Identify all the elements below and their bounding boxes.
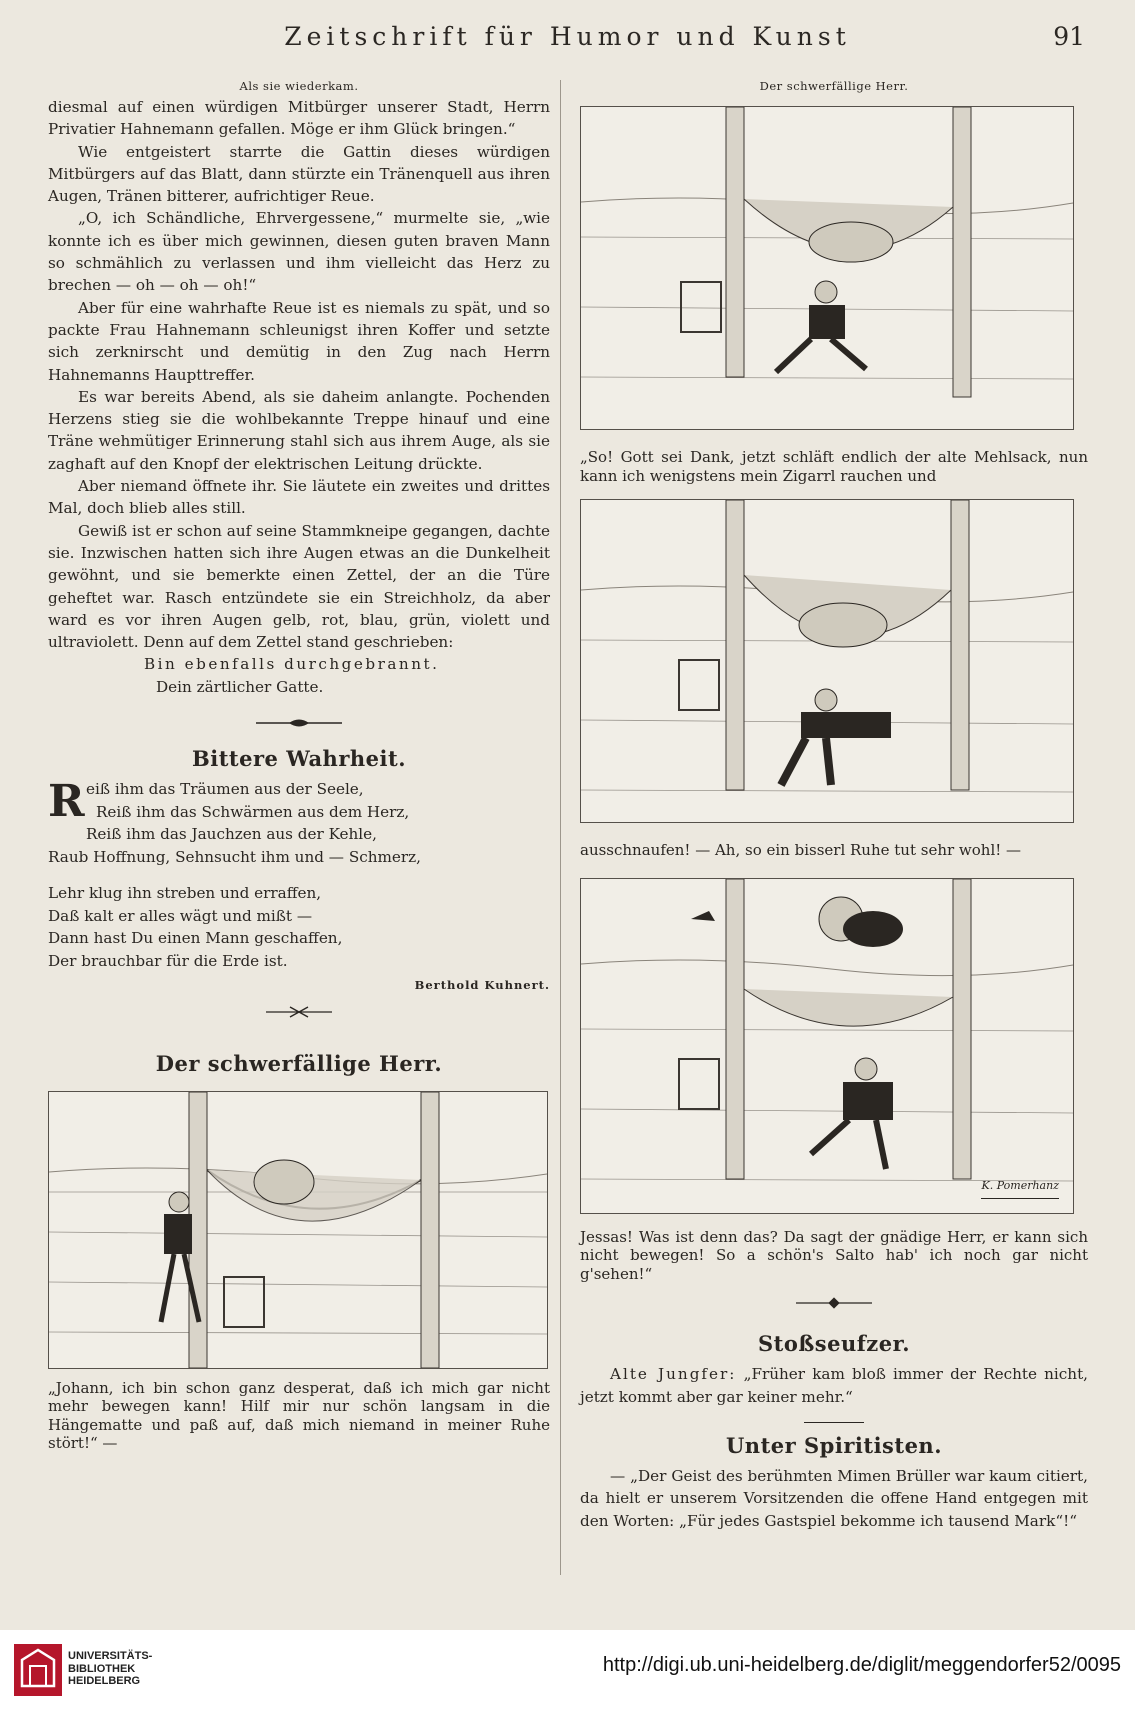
ornament-divider	[48, 716, 550, 742]
library-footer	[0, 1630, 1135, 1710]
illustration-1	[48, 1091, 548, 1369]
caption-2: „So! Gott sei Dank, jetzt schläft endlich der alte Mehlsack, nun kann ich wenigstens mein Zigarrl rauchen und	[580, 448, 1088, 485]
artist-signature: K. Pomerhanz	[981, 1175, 1059, 1198]
quote: „Früher kam bloß immer der Rechte nicht, jetzt kommt aber gar keiner mehr.“	[580, 1365, 1088, 1406]
poem-line: Reiß ihm das Jauchzen aus der Kehle,	[86, 825, 377, 844]
illustration-3	[580, 499, 1074, 823]
short-rule	[804, 1422, 864, 1423]
story-title: Der schwerfällige Herr.	[155, 1050, 443, 1076]
spiritisten-title: Unter Spiritisten.	[725, 1432, 943, 1458]
right-running-head: Der schwerfällige Herr.	[759, 79, 909, 93]
story-paragraph: Aber niemand öffnete ihr. Sie läutete ein zweites und drittes Mal, doch blieb alles still.	[48, 477, 550, 518]
caption-4: Jessas! Was ist denn das? Da sagt der gnädige Herr, er kann sich nicht bewegen! So a schön's Salto hab' ich noch gar nicht g'sehen!“	[580, 1227, 1088, 1283]
ornament-icon	[254, 716, 344, 730]
hammock-scene-4	[581, 879, 1073, 1213]
story-paragraph: diesmal auf einen würdigen Mitbürger unserer Stadt, Herrn Privatier Hahnemann gefallen. Möge er ihm Glück bringen.“	[48, 98, 550, 139]
left-running-head: Als sie wiederkam.	[239, 79, 359, 93]
illustration-4	[580, 878, 1074, 1214]
story-paragraph: Aber für eine wahrhafte Reue ist es niemals zu spät, und so packte Frau Hahnemann schleunigst ihren Koffer und setzte sich zerknirscht und demütig in den Zug nach Herrn Hahnemanns Haupttreffer.	[48, 298, 550, 384]
speaker: Alte Jungfer:	[610, 1365, 737, 1384]
note-line-1: Bin ebenfalls durchgebrannt.	[144, 655, 440, 674]
column-divider	[560, 80, 561, 1575]
caption-3: ausschnaufen! — Ah, so ein bisserl Ruhe tut sehr wohl! —	[580, 841, 1022, 859]
poem-title: Bittere Wahrheit.	[191, 746, 407, 772]
stossseufzer-title: Stoßseufzer.	[757, 1331, 911, 1356]
hammock-scene-2	[581, 107, 1073, 429]
dropcap: R	[48, 776, 85, 828]
ornament-icon	[264, 1005, 334, 1019]
story-paragraph: Wie entgeistert starrte die Gattin dieses würdigen Mitbürgers auf das Blatt, dann stürzte ein Tränenquell aus ihren Augen, Tränen bitterer, aufrichtiger Reue.	[48, 142, 550, 206]
poem	[48, 778, 550, 996]
story-paragraph: Es war bereits Abend, als sie daheim anlangte. Pochenden Herzens stieg sie die wohlbekannte Treppe hinauf und eine Träne wehmütiger Erinnerung stahl sich aus ihrem Auge, als sie zaghaft auf den Knopf der elektrischen Leitung drückte.	[48, 387, 550, 473]
left-column	[48, 76, 550, 1453]
source-url[interactable]: http://digi.ub.uni-heidelberg.de/diglit/meggendorfer52/0095	[602, 1654, 1121, 1676]
ornament-icon	[794, 1297, 874, 1309]
stossseufzer-text	[580, 1363, 1088, 1408]
poem-line: Reiß ihm das Schwärmen aus dem Herz,	[96, 802, 410, 821]
hammock-scene-3	[581, 500, 1073, 822]
ornament-divider	[48, 1005, 550, 1031]
page-number: 91	[1053, 22, 1085, 51]
poem-line: Dann hast Du einen Mann geschaffen,	[48, 929, 343, 948]
poem-line: eiß ihm das Träumen aus der Seele,	[86, 780, 364, 799]
right-column	[580, 76, 1088, 1532]
story-paragraph: „O, ich Schändliche, Ehrvergessene,“ murmelte sie, „wie konnte ich es über mich gewinnen, diesen guten braven Mann so schmählich zu verlassen und ihm vielleicht das Herz zu brechen — oh — oh — oh!“	[48, 209, 550, 295]
hammock-scene-1	[49, 1092, 547, 1368]
poem-author: Berthold Kuhnert.	[414, 978, 550, 993]
illustration-2	[580, 106, 1074, 430]
poem-line: Daß kalt er alles wägt und mißt —	[48, 906, 313, 925]
university-seal-icon	[14, 1644, 62, 1696]
spiritisten-text: — „Der Geist des berühmten Mimen Brüller war kaum citiert, da hielt er unserem Vorsitzenden die offene Hand entgegen mit den Worten: „Für jedes Gastspiel bekomme ich tausend Mark“!“	[580, 1467, 1088, 1530]
poem-line: Der brauchbar für die Erde ist.	[48, 951, 288, 970]
story-paragraph: Gewiß ist er schon auf seine Stammkneipe gegangen, dachte sie. Inzwischen hatten sich ihre Augen etwas an die Dunkelheit gewöhnt, und sie bemerkte einen Zettel, der an die Türe geheftet war. Rasch entzündete sie ein Streichholz, da aber ward es vor ihren Augen gelb, rot, blau, grün, violett und ultraviolett. Denn auf dem Zettel stand geschrieben:	[48, 521, 550, 652]
institution-name: UNIVERSITÄTS- BIBLIOTHEK HEIDELBERG	[68, 1650, 153, 1687]
journal-title: Zeitschrift für Humor und Kunst	[284, 22, 851, 51]
page-header	[0, 18, 1135, 58]
ornament-divider	[580, 1297, 1088, 1323]
poem-line: Lehr klug ihn streben und erraffen,	[48, 884, 322, 903]
note-line-2: Dein zärtlicher Gatte.	[156, 677, 324, 696]
poem-line: Raub Hoffnung, Sehnsucht ihm und — Schmerz,	[48, 847, 421, 866]
caption-1: „Johann, ich bin schon ganz desperat, daß ich mich gar nicht mehr bewegen kann! Hilf mir nur schön langsam in die Hängematte und paß auf, daß mich niemand in meiner Ruhe stört!“ —	[48, 1378, 550, 1453]
